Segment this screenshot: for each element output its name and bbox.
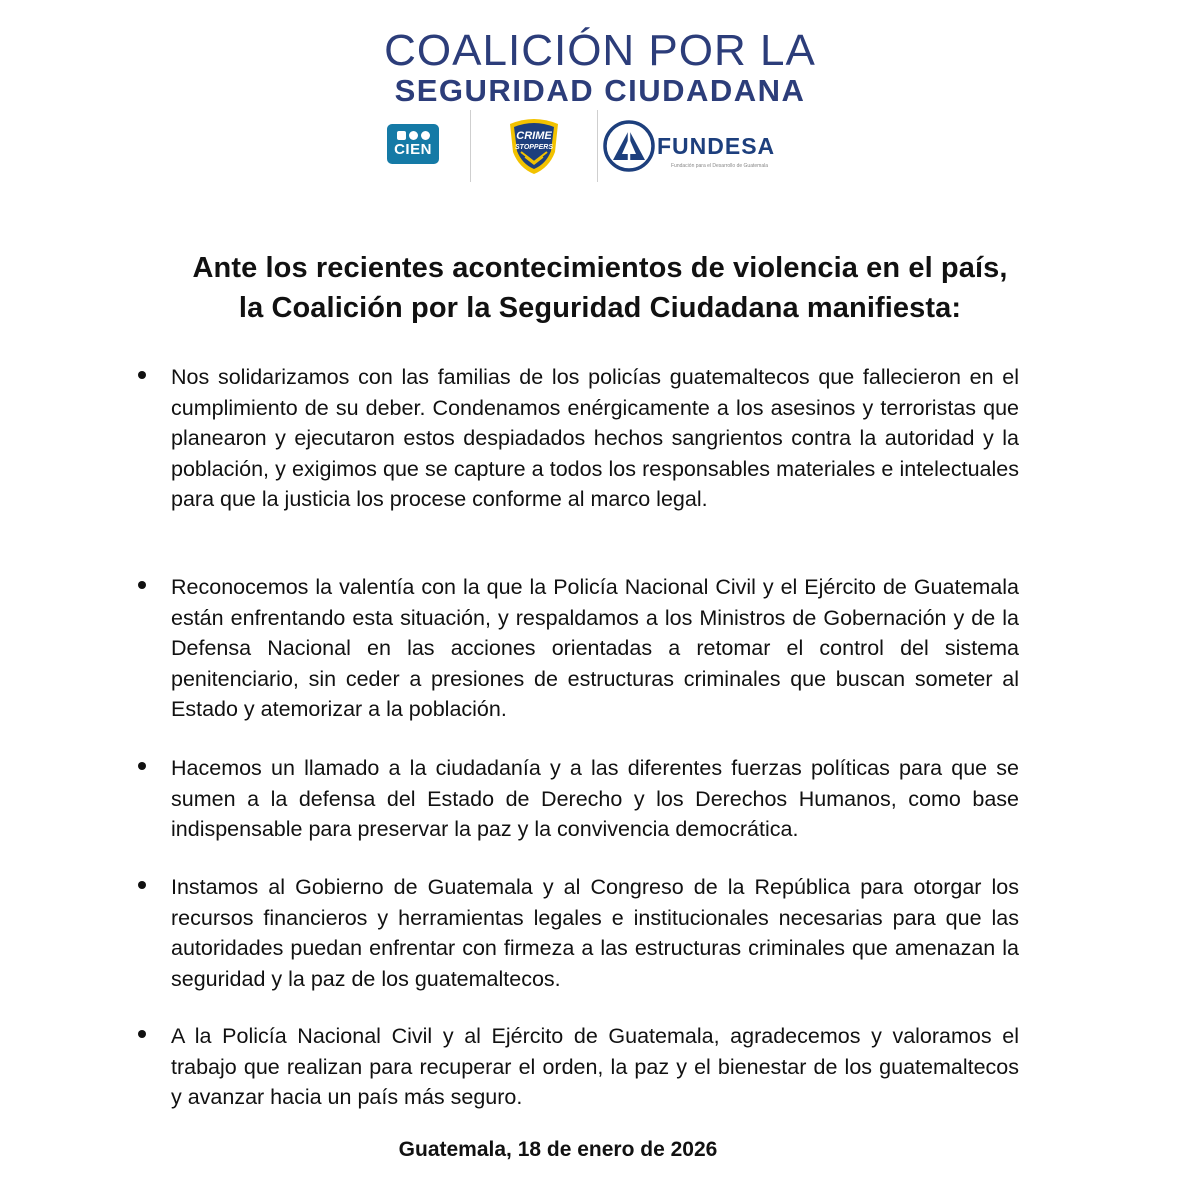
statement-point-1: Nos solidarizamos con las familias de los policías guatemaltecos que fallecieron en el cumplimiento de su deber. Condenamos enérgicamente a los asesinos y terroristas que planearon y ejecutaron estos despiadados hechos sangrientos contra la autoridad y la población, y exigimos que se capture a todos los responsables materiales e intelectuales para que la justicia los procese conforme al marco legal. (171, 365, 1019, 512)
statement-title-line1: Ante los recientes acontecimientos de violencia en el país, (192, 252, 1008, 284)
cien-logo-text: CIEN (394, 140, 432, 158)
crime-stoppers-text-line1: CRIME (516, 130, 552, 142)
fundesa-triangle-icon (603, 120, 655, 172)
statement-title (0, 248, 1200, 328)
statement-date: Guatemala, 18 de enero de 2026 (398, 1138, 718, 1161)
bullet-icon (136, 1028, 148, 1040)
statement-point-2: Reconocemos la valentía con la que la Policía Nacional Civil y el Ejército de Guatemala están enfrentando esta situación, y respaldamos a los Ministros de Gobernación y de la Defensa Nacional en las acciones orientadas a retomar el control del sistema penitenciario, sin ceder a presiones de estructuras criminales que buscan someter al Estado y atemorizar a la población. (171, 575, 1019, 722)
bullet-icon (136, 369, 148, 381)
statement-point-3: Hacemos un llamado a la ciudadanía y a las diferentes fuerzas políticas para que se sumen a la defensa del Estado de Derecho y los Derechos Humanos, como base indispensable para preservar la paz y la convivencia democrática. (171, 756, 1019, 842)
bullet-icon (136, 579, 148, 591)
statement-title-line2: la Coalición por la Seguridad Ciudadana manifiesta: (238, 292, 962, 324)
coalition-header (0, 28, 1200, 108)
fundesa-subtitle: Fundación para el Desarrollo de Guatemala (671, 163, 768, 169)
crime-stoppers-badge (507, 116, 561, 176)
partner-logos (385, 110, 825, 182)
logo-divider (597, 110, 598, 182)
fundesa-name: FUNDESA (657, 133, 776, 159)
coalition-title-line2: SEGURIDAD CIUDADANA (394, 73, 806, 108)
logo-divider (470, 110, 471, 182)
statement-point-5: A la Policía Nacional Civil y al Ejército de Guatemala, agradecemos y valoramos el trabajo que realizan para recuperar el orden, la paz y el bienestar de los guatemaltecos y avanzar hacia un país más seguro. (171, 1024, 1019, 1110)
coalition-title-line1: COALICIÓN POR LA (384, 26, 816, 75)
cien-dots-icon (397, 131, 430, 140)
statement-point-4: Instamos al Gobierno de Guatemala y al Congreso de la República para otorgar los recursos financieros y herramientas legales e institucionales necesarias para que las autoridades puedan enfrentar con firmeza a las estructuras criminales que amenazan la seguridad y la paz de los guatemaltecos. (171, 875, 1019, 991)
cien-logo (387, 124, 439, 164)
bullet-icon (136, 760, 148, 772)
fundesa-logo (603, 120, 825, 176)
bullet-icon (136, 879, 148, 891)
crime-stoppers-text-line2: STOPPERS (515, 144, 553, 151)
